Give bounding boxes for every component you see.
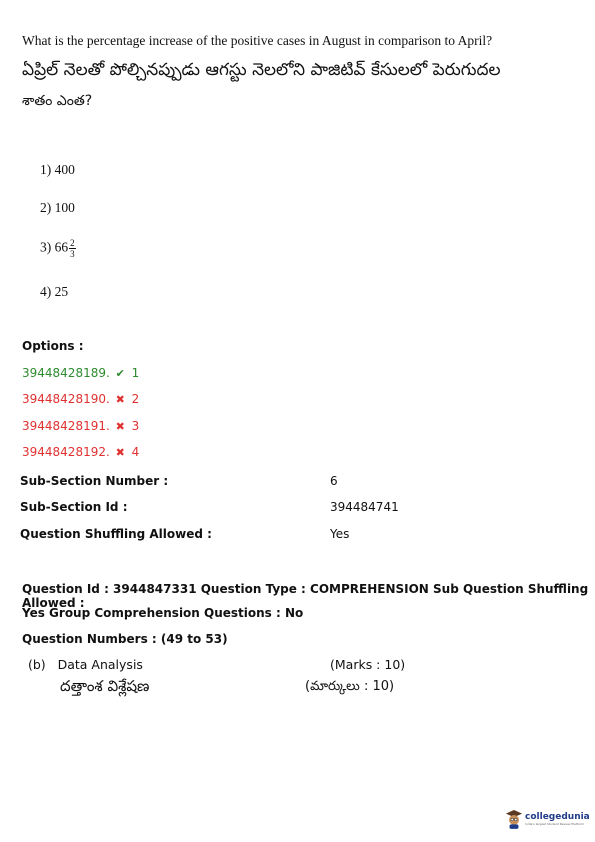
- question-telugu-line2: శాతం ఎంత?: [22, 93, 93, 109]
- option-value: 2: [131, 392, 140, 406]
- fraction-numerator: 2: [70, 238, 75, 248]
- section-label: (b) Data Analysis: [28, 657, 143, 672]
- question-info-line2: Yes Group Comprehension Questions : No: [22, 606, 304, 620]
- answer-text: 100: [54, 200, 75, 215]
- option-row-wrong: [22, 419, 139, 433]
- option-id: 39448428190.: [22, 392, 110, 406]
- sub-section-id-label: Sub-Section Id :: [20, 500, 128, 514]
- graduate-mascot-icon: [505, 809, 523, 829]
- section-marks: (Marks : 10): [330, 657, 406, 672]
- answer-option-1: [40, 162, 75, 178]
- collegedunia-logo: [505, 806, 595, 832]
- option-row-wrong: [22, 392, 139, 406]
- option-value: 4: [131, 445, 140, 459]
- options-title: Options :: [22, 339, 84, 353]
- answer-number: 2): [40, 200, 52, 215]
- answer-number: 1): [40, 162, 52, 177]
- shuffling-allowed-label: Question Shuffling Allowed :: [20, 527, 212, 541]
- option-id: 39448428189.: [22, 366, 110, 380]
- section-marks-telugu: (మార్కులు : 10): [305, 679, 395, 694]
- option-value: 3: [131, 419, 140, 433]
- option-value: 1: [131, 366, 140, 380]
- section-label-telugu: దత్తాంశ విశ్లేషణ: [60, 677, 150, 695]
- logo-tagline: India's largest Student Review Platform: [525, 822, 585, 826]
- fraction-denominator: 3: [70, 249, 75, 259]
- check-icon: ✔: [115, 367, 125, 380]
- cross-icon: ✖: [115, 420, 125, 433]
- option-row-wrong: [22, 445, 139, 459]
- answer-text: 400: [54, 162, 75, 177]
- cross-icon: ✖: [115, 446, 125, 459]
- option-id: 39448428191.: [22, 419, 110, 433]
- sub-section-number-label: Sub-Section Number :: [20, 474, 169, 488]
- question-numbers: Question Numbers : (49 to 53): [22, 632, 228, 646]
- question-telugu-line1: ఏప్రిల్ నెలతో పోల్చినప్పుడు ఆగస్టు నెలలోని పాజిటివ్ కేసులలో పెరుగుదల: [22, 60, 501, 80]
- option-id: 39448428192.: [22, 445, 110, 459]
- answer-number: 3): [40, 239, 52, 255]
- logo-name: collegedunia: [525, 812, 590, 822]
- question-info-line1: Question Id : 3944847331 Question Type : COMPREHENSION Sub Question Shuffling Allowed :: [22, 582, 589, 610]
- shuffling-allowed-value: Yes: [330, 527, 350, 541]
- answer-option-2: [40, 200, 75, 216]
- answer-text: 25: [54, 284, 69, 299]
- sub-section-number-value: 6: [330, 474, 338, 488]
- question-english: What is the percentage increase of the positive cases in August in comparison to April?: [22, 33, 493, 48]
- fraction: [69, 238, 76, 259]
- cross-icon: ✖: [115, 393, 125, 406]
- answer-number: 4): [40, 284, 52, 299]
- sub-section-id-value: 394484741: [330, 500, 399, 514]
- option-row-correct: [22, 366, 139, 380]
- answer-text: 66: [54, 239, 69, 255]
- answer-option-3: [40, 238, 76, 259]
- answer-option-4: [40, 284, 68, 300]
